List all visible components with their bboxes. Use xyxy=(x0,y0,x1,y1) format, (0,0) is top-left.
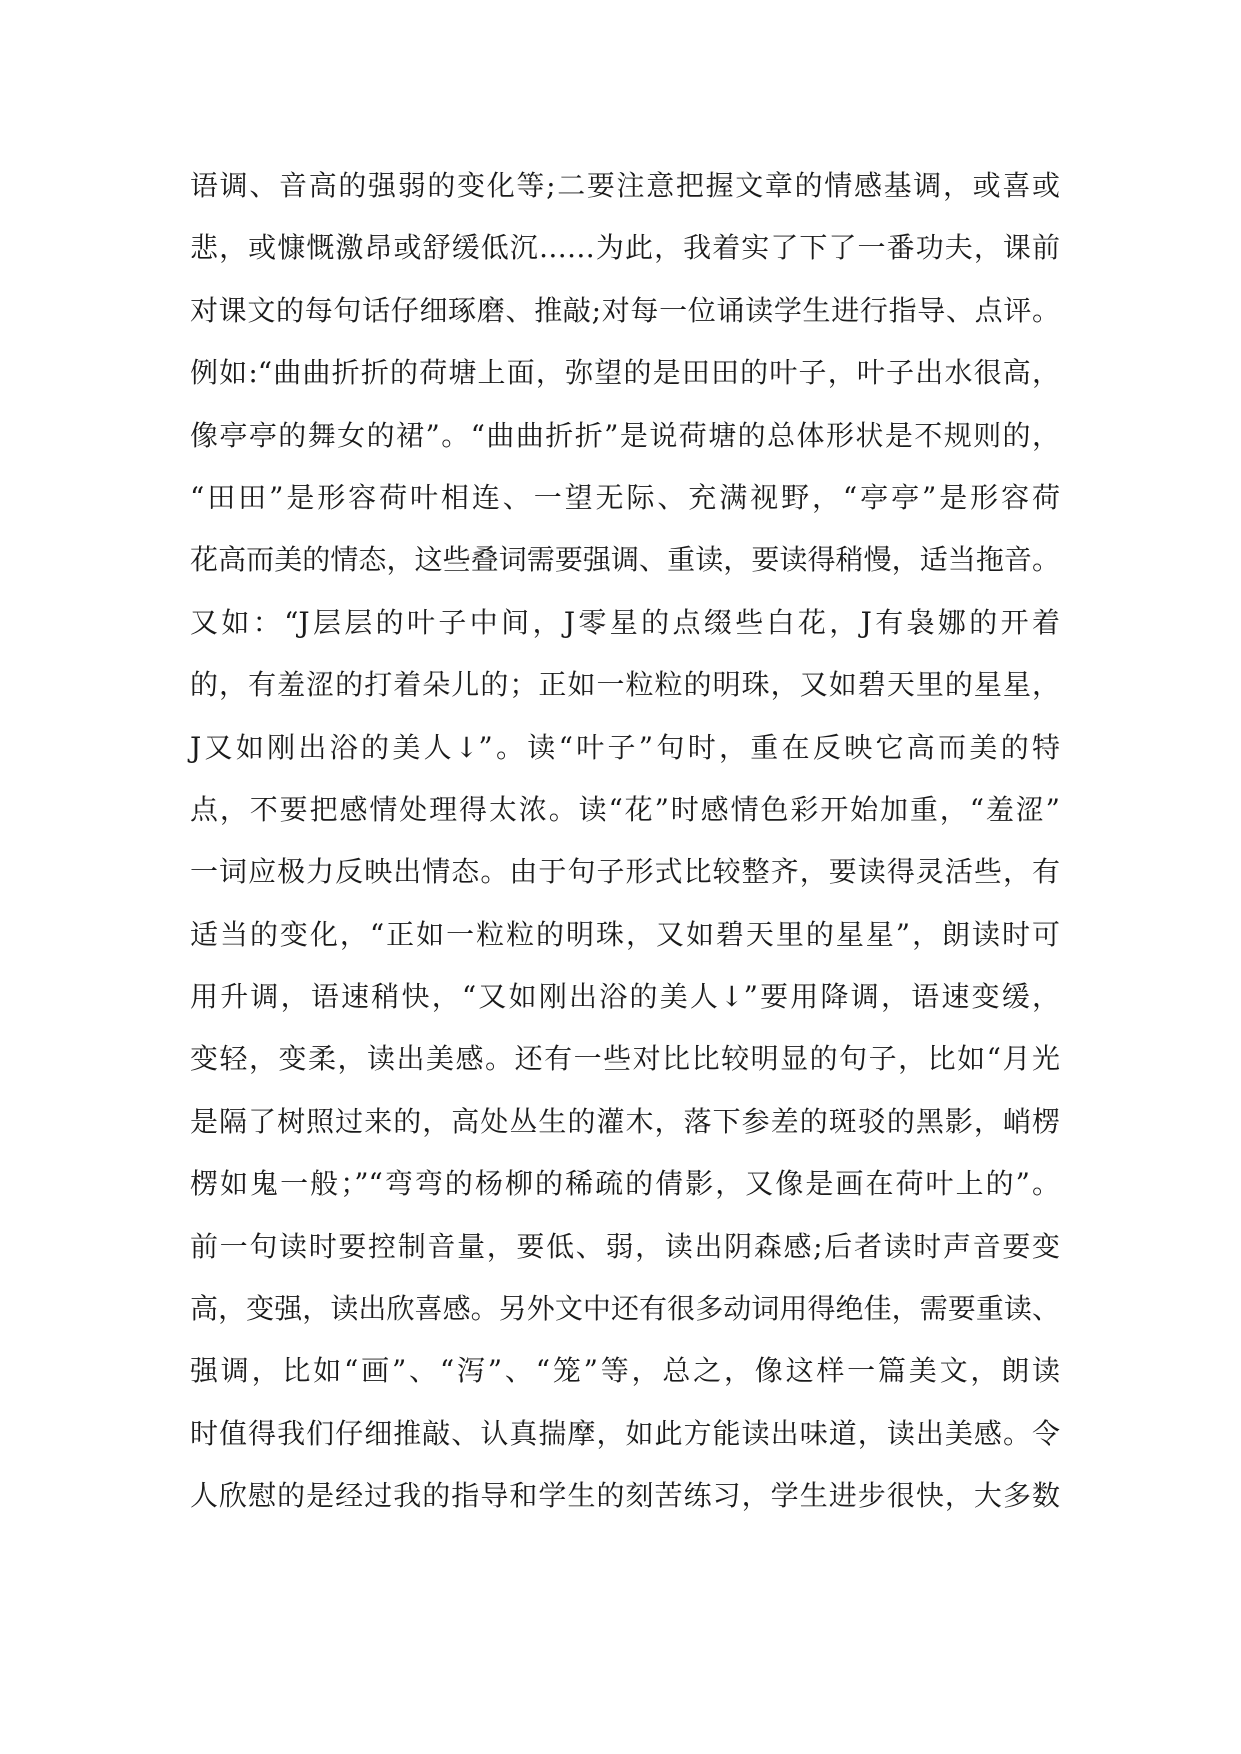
text-line: 用升调，语速稍快，“又如刚出浴的美人↓”要用降调，语速变缓， xyxy=(190,980,1060,1014)
text-line: 又如：“J层层的叶子中间，J零星的点缀些白花，J有袅娜的开着 xyxy=(190,605,1060,639)
text-line: 语调、音高的强弱的变化等;二要注意把握文章的情感基调，或喜或 xyxy=(190,169,1060,202)
text-line: 时值得我们仔细推敲、认真揣摩，如此方能读出味道，读出美感。令 xyxy=(190,1416,1060,1450)
text-line: 是隔了树照过来的，高处丛生的灌木，落下参差的斑驳的黑影，峭楞 xyxy=(190,1104,1060,1138)
text-line: 人欣慰的是经过我的指导和学生的刻苦练习，学生进步很快，大多数 xyxy=(190,1479,1060,1513)
text-line: 变轻，变柔，读出美感。还有一些对比比较明显的句子，比如“月光 xyxy=(190,1042,1060,1076)
text-line: 例如:“曲曲折折的荷塘上面，弥望的是田田的叶子，叶子出水很高， xyxy=(190,356,1060,390)
text-line: 花高而美的情态，这些叠词需要强调、重读，要读得稍慢，适当拖音。 xyxy=(190,543,1060,577)
text-line: 悲，或慷慨激昂或舒缓低沉……为此，我着实了下了一番功夫，课前 xyxy=(190,231,1060,265)
text-line: 的，有羞涩的打着朵儿的；正如一粒粒的明珠，又如碧天里的星星， xyxy=(190,668,1060,702)
text-line: 像亭亭的舞女的裙”。“曲曲折折”是说荷塘的总体形状是不规则的， xyxy=(190,418,1060,452)
text-line: 对课文的每句话仔细琢磨、推敲;对每一位诵读学生进行指导、点评。 xyxy=(190,293,1060,327)
text-line: 适当的变化，“正如一粒粒的明珠，又如碧天里的星星”，朗读时可 xyxy=(190,917,1060,951)
text-line: “田田”是形容荷叶相连、一望无际、充满视野，“亭亭”是形容荷 xyxy=(190,480,1060,514)
text-line: 高，变强，读出欣喜感。另外文中还有很多动词用得绝佳，需要重读、 xyxy=(190,1292,1060,1326)
text-line: 楞如鬼一般；”“弯弯的杨柳的稀疏的倩影，又像是画在荷叶上的”。 xyxy=(190,1167,1060,1201)
text-line: 强调，比如“画”、“泻”、“笼”等，总之，像这样一篇美文，朗读 xyxy=(190,1354,1060,1388)
text-line: J又如刚出浴的美人↓”。读“叶子”句时，重在反映它高而美的特 xyxy=(190,730,1060,764)
text-line: 点，不要把感情处理得太浓。读“花”时感情色彩开始加重，“羞涩” xyxy=(190,792,1060,826)
text-line: 前一句读时要控制音量，要低、弱，读出阴森感;后者读时声音要变 xyxy=(190,1229,1060,1263)
text-line: 一词应极力反映出情态。由于句子形式比较整齐，要读得灵活些，有 xyxy=(190,855,1060,889)
body-text xyxy=(190,155,1060,1528)
